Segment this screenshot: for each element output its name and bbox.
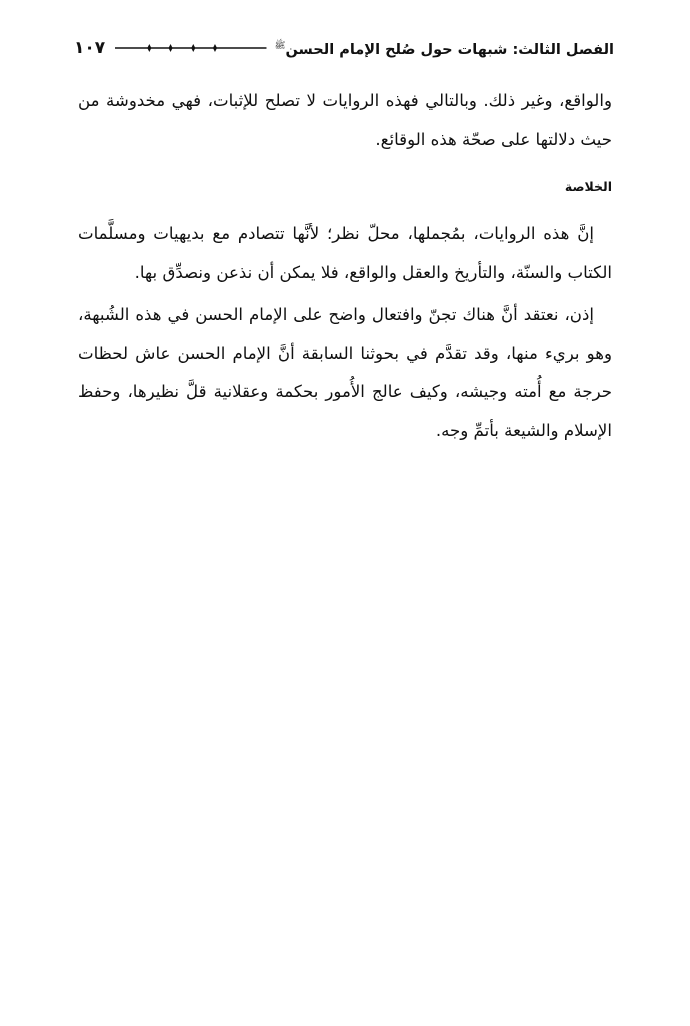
section-heading: الخلاصة [564,179,612,194]
header-ornament-line [115,43,266,53]
chapter-title [275,39,614,58]
paragraph-summary: إنَّ هذه الروايات، بمُجملها، محلّ نظر؛ لأنَّها تتصادم مع بديهيات ومسلَّمات الكتاب والسنّة، والتأريخ والعقل والواقع، فلا يمكن أن نذعن ونصدِّق بها. [78,224,612,282]
page-number: ١٠٧ [74,38,106,58]
body-text [78,82,612,450]
chapter-title-text: الفصل الثالث: شبهات حول صُلح الإمام الحسن [285,41,614,58]
paragraph-continuation: والواقع، وغير ذلك. وبالتالي فهذه الروايات لا تصلح للإثبات، فهي مخدوشة من حيث دلالتها على صحّة هذه الوقائع. [78,91,612,149]
salawat-glyph: ﷺ [274,40,286,51]
paragraph-conclusion: إذن، نعتقد أنَّ هناك تجنّ وافتعال واضح على الإمام الحسن في هذه الشُبهة، وهو بريء منها، وقد تقدَّم في بحوثنا السابقة أنَّ الإمام الحسن عاش لحظات حرجة مع أُمته وجيشه، وكيف عالج الأُمور بحكمة وعقلانية قلَّ نظيرها، وحفظ الإسلام والشيعة بأتمِّ وجه. [78,305,612,440]
running-header [74,36,614,60]
